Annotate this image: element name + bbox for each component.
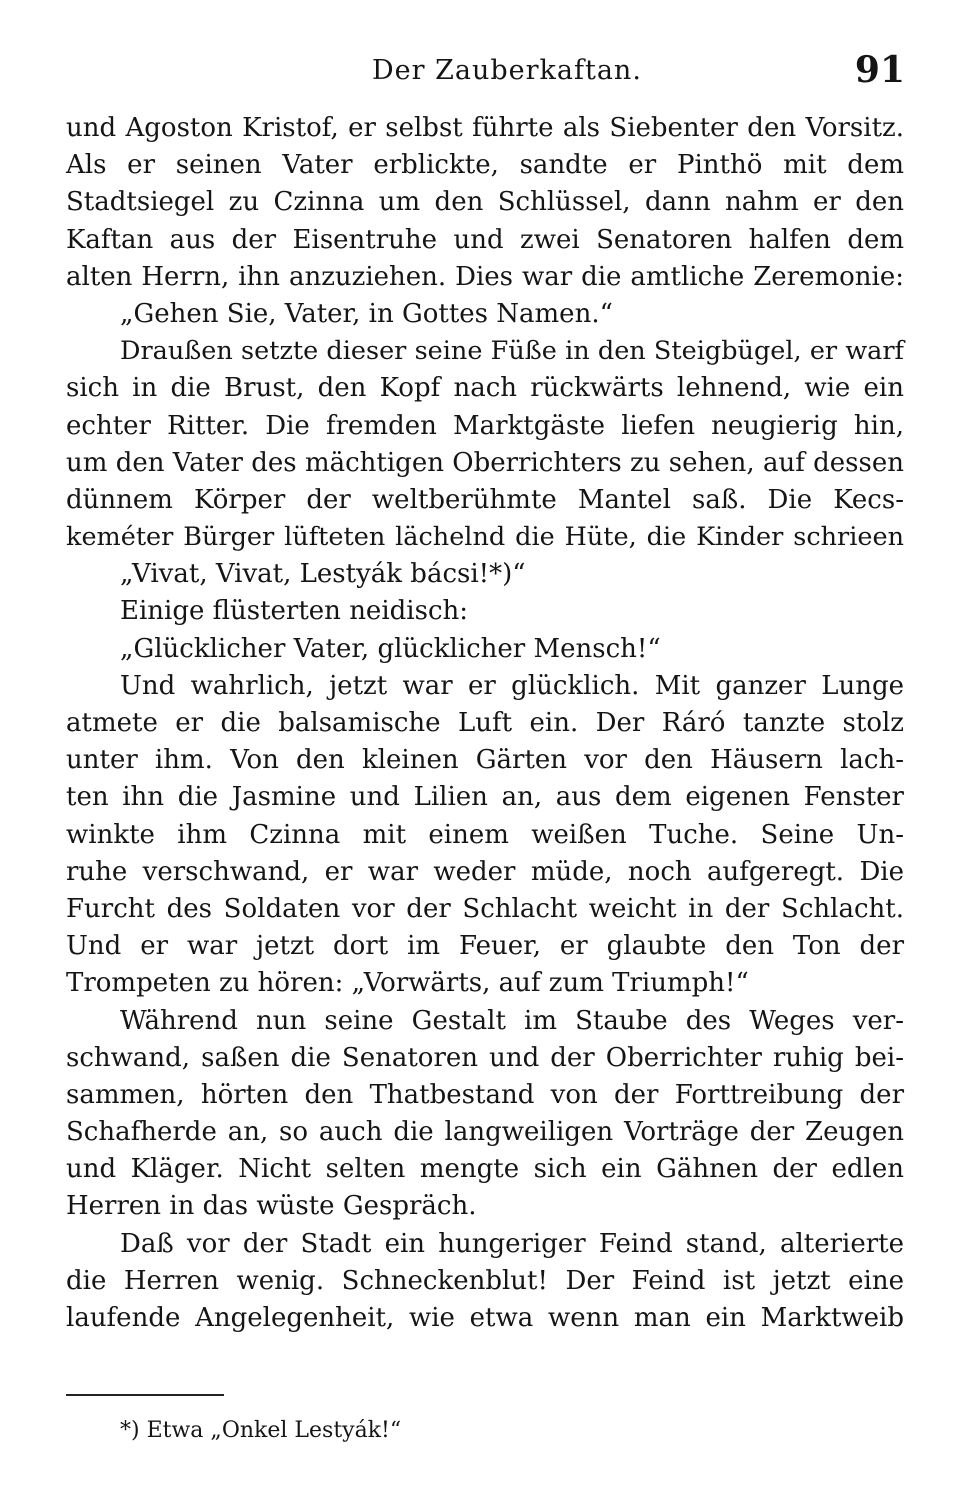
text-line: alten Herrn, ihn anzuziehen. Dies war die amtliche Zeremonie: <box>66 261 904 292</box>
text-line: ten ihn die Jasmine und Lilien an, aus dem eigenen Fenster <box>66 782 904 813</box>
text-line: Kaftan aus der Eisentruhe und zwei Senatoren halfen dem <box>66 224 904 255</box>
text-line: ruhe verschwand, er war weder müde, noch aufgeregt. Die <box>66 856 904 887</box>
text-line: sammen, hörten den Thatbestand von der Forttreibung der <box>66 1079 904 1110</box>
text-line: Während nun seine Gestalt im Staube des Weges ver- <box>120 1005 904 1036</box>
text-line: Furcht des Soldaten vor der Schlacht weicht in der Schlacht. <box>66 893 904 924</box>
text-line: die Herren wenig. Schneckenblut! Der Feind ist jetzt eine <box>66 1265 904 1296</box>
text-line: Und wahrlich, jetzt war er glücklich. Mit ganzer Lunge <box>120 670 904 701</box>
text-line: keméter Bürger lüfteten lächelnd die Hüte, die Kinder schrieen <box>66 522 904 553</box>
text-line: dünnem Körper der weltberühmte Mantel saß. Die Kecs- <box>66 484 904 515</box>
text-line: Einige flüsterten neidisch: <box>120 596 469 627</box>
text-line: Trompeten zu hören: „Vorwärts, auf zum Triumph!“ <box>66 968 749 999</box>
text-line: laufende Angelegenheit, wie etwa wenn man ein Marktweib <box>66 1303 904 1333</box>
text-line: atmete er die balsamische Luft ein. Der Ráró tanzte stolz <box>66 708 904 738</box>
running-title: Der Zauberkaftan. <box>372 55 642 86</box>
text-line: unter ihm. Von den kleinen Gärten vor den Häusern lach- <box>66 745 904 776</box>
text-line: Stadtsiegel zu Czinna um den Schlüssel, dann nahm er den <box>66 187 904 218</box>
text-line: „Vivat, Vivat, Lestyák bácsi!*)“ <box>120 559 526 590</box>
text-line: Herren in das wüste Gespräch. <box>66 1191 477 1222</box>
text-line: und Agoston Kristof, er selbst führte als Siebenter den Vorsitz. <box>66 113 904 143</box>
text-line: Schafherde an, so auch die langweiligen Vorträge der Zeugen <box>66 1117 904 1148</box>
text-line: Und er war jetzt dort im Feuer, er glaubte den Ton der <box>66 931 904 962</box>
page-number: 91 <box>854 49 905 91</box>
page-header <box>0 49 975 95</box>
text-line: Daß vor der Stadt ein hungeriger Feind stand, alterierte <box>120 1228 904 1259</box>
body-text <box>66 110 904 1337</box>
text-line: Draußen setzte dieser seine Füße in den Steigbügel, er warf <box>120 336 904 367</box>
text-line: um den Vater des mächtigen Oberrichters zu sehen, auf dessen <box>66 447 904 478</box>
text-line: sich in die Brust, den Kopf nach rückwärts lehnend, wie ein <box>66 373 904 404</box>
text-line: „Gehen Sie, Vater, in Gottes Namen.“ <box>120 298 613 329</box>
text-line: Als er seinen Vater erblickte, sandte er Pinthö mit dem <box>66 150 904 181</box>
footnote-rule <box>66 1394 224 1396</box>
text-line: winkte ihm Czinna mit einem weißen Tuche. Seine Un- <box>66 819 904 850</box>
text-line: „Glücklicher Vater, glücklicher Mensch!“ <box>120 633 661 664</box>
text-line: und Kläger. Nicht selten mengte sich ein Gähnen der edlen <box>66 1154 904 1185</box>
footnote: *) Etwa „Onkel Lestyák!“ <box>120 1418 402 1443</box>
text-line: echter Ritter. Die fremden Marktgäste liefen neugierig hin, <box>66 410 904 441</box>
text-line: schwand, saßen die Senatoren und der Oberrichter ruhig bei- <box>66 1042 904 1073</box>
